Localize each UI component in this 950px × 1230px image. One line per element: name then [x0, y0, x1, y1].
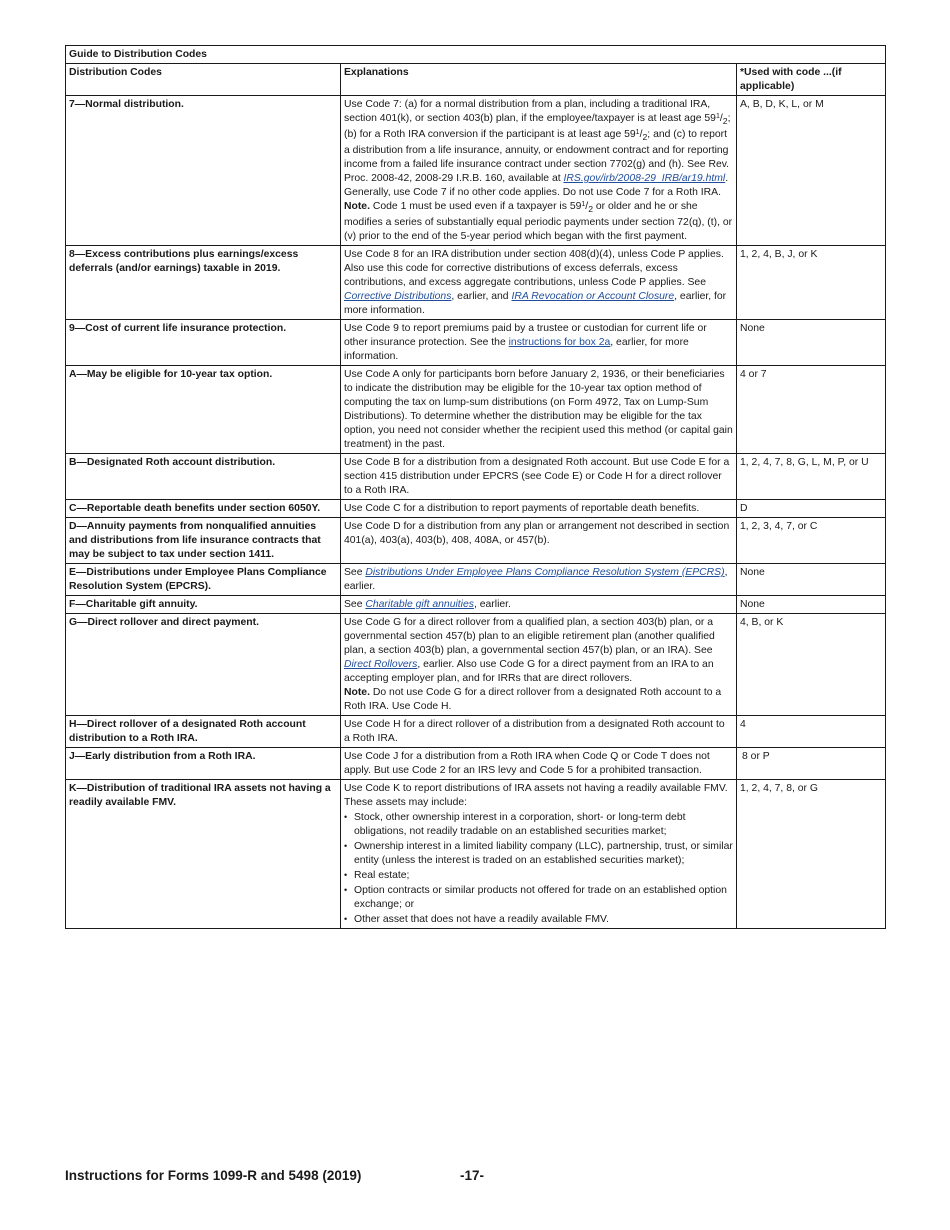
code-e-label: E—Distributions under Employee Plans Compliance Resolution System (EPCRS). — [66, 564, 341, 596]
code-c-explanation: Use Code C for a distribution to report payments of reportable death benefits. — [341, 500, 737, 518]
table-row-code-g — [66, 614, 886, 716]
code-7-used-with: A, B, D, K, L, or M — [737, 96, 886, 246]
bullet-item: • Stock, other ownership interest in a corporation, short- or long-term debt obligations, not readily tradable on an established securities market; — [344, 810, 733, 839]
code-k-used-with: 1, 2, 4, 7, 8, or G — [737, 780, 886, 929]
code-f-explanation: See Charitable gift annuities, earlier. — [341, 596, 737, 614]
code-j-explanation: Use Code J for a distribution from a Roth IRA when Code Q or Code T does not apply. But use Code 2 for an IRS levy and Code 5 for a prohibited transaction. — [341, 748, 737, 780]
bullet-item: • Ownership interest in a limited liability company (LLC), partnership, trust, or similar entity (unless the interest is traded on an established securities market); — [344, 839, 733, 868]
link-direct-rollovers[interactable]: Direct Rollovers — [344, 659, 418, 671]
table-row-code-a — [66, 366, 886, 454]
note-label: Note. — [344, 201, 370, 213]
table-row-code-f — [66, 596, 886, 614]
code-e-explanation: See Distributions Under Employee Plans Compliance Resolution System (EPCRS), earlier. — [341, 564, 737, 596]
link-instructions-box-2a[interactable]: instructions for box 2a — [508, 337, 611, 349]
footer-title: Instructions for Forms 1099-R and 5498 (2019) — [65, 1168, 362, 1183]
code-8-used-with: 1, 2, 4, B, J, or K — [737, 246, 886, 320]
code-a-used-with: 4 or 7 — [737, 366, 886, 454]
table-title: Guide to Distribution Codes — [66, 46, 886, 64]
header-explanations: Explanations — [341, 64, 737, 96]
code-j-label: J—Early distribution from a Roth IRA. — [66, 748, 341, 780]
code-d-explanation: Use Code D for a distribution from any plan or arrangement not described in section 401(a), 403(a), 403(b), 408, 408A, or 457(b). — [341, 518, 737, 564]
code-k-label: K—Distribution of traditional IRA assets not having a readily available FMV. — [66, 780, 341, 929]
code-a-label: A—May be eligible for 10-year tax option. — [66, 366, 341, 454]
note-label: Note. — [344, 687, 370, 699]
bullet-item: • Other asset that does not have a readily available FMV. — [344, 912, 733, 927]
code-7-explanation: Use Code 7: (a) for a normal distribution from a plan, including a traditional IRA, section 401(k), or section 403(b) plan, if the employee/taxpayer is at least age $59^1/_2$; (b) for a Roth IRA conversion if the participant is at least age $59^1/_2$; and (c) to report a distribution from a life insurance, annuity, or endowment contract and for reporting income from a failed life insurance contract under section 7702(g) and (h). See Rev. Proc. 2008-42, 2008-29 I.R.B. 160, available at IRS.gov/irb/2008-29_IRB/ar19.html. Generally, use Code 7 if no other code applies. Do not use Code 7 for a Roth IRA. Note. Code 1 must be used even if a taxpayer is $59^1/_2$ or older and he or she modifies a series of substantially equal periodic payments under section 72(q), (t), or (v) prior to the end of the 5-year period which began with the first payment. — [341, 96, 737, 246]
code-d-used-with: 1, 2, 3, 4, 7, or C — [737, 518, 886, 564]
table-row-code-j — [66, 748, 886, 780]
code-8-label: 8—Excess contributions plus earnings/excess deferrals (and/or earnings) taxable in 2019. — [66, 246, 341, 320]
code-a-explanation: Use Code A only for participants born before January 2, 1936, or their beneficiaries to indicate the distribution may be eligible for the 10-year tax option method of computing the tax on lump-sum distributions (on Form 4972, Tax on Lump-Sum Distributions). To determine whether the distribution may be eligible for the tax option, you need not consider whether the recipient used this method (or capital gain treatment) in the past. — [341, 366, 737, 454]
header-distribution-codes: Distribution Codes — [66, 64, 341, 96]
code-f-label: F—Charitable gift annuity. — [66, 596, 341, 614]
table-row-code-7 — [66, 96, 886, 246]
bullet-item: • Option contracts or similar products not offered for trade on an established option exchange; or — [344, 883, 733, 912]
table-row-code-c — [66, 500, 886, 518]
code-c-label: C—Reportable death benefits under section 6050Y. — [66, 500, 341, 518]
table-row-code-d — [66, 518, 886, 564]
code-g-explanation: Use Code G for a direct rollover from a qualified plan, a section 403(b) plan, or a governmental section 457(b) plan to an eligible retirement plan (another qualified plan, a section 403(b) plan, a governmental section 457(b) plan, or an IRA). See Direct Rollovers, earlier. Also use Code G for a direct payment from an IRA to an accepting employer plan, and for IRRs that are direct rollovers. Note. Do not use Code G for a direct rollover from a designated Roth account to a Roth IRA. Use Code H. — [341, 614, 737, 716]
code-g-used-with: 4, B, or K — [737, 614, 886, 716]
code-e-used-with: None — [737, 564, 886, 596]
link-epcrs[interactable]: Distributions Under Employee Plans Compliance Resolution System (EPCRS) — [365, 567, 725, 579]
table-row-code-8 — [66, 246, 886, 320]
table-header-row — [66, 64, 886, 96]
code-9-explanation: Use Code 9 to report premiums paid by a trustee or custodian for current life or other insurance protection. See the instructions for box 2a, earlier, for more information. — [341, 320, 737, 366]
header-used-with-code: *Used with code ...(if applicable) — [737, 64, 886, 96]
table-row-code-b — [66, 454, 886, 500]
link-irs-irb[interactable]: IRS.gov/irb/2008-29_IRB/ar19.html — [563, 173, 726, 185]
link-ira-revocation[interactable]: IRA Revocation or Account Closure — [511, 291, 675, 303]
link-corrective-distributions[interactable]: Corrective Distributions — [344, 291, 452, 303]
code-d-label: D—Annuity payments from nonqualified annuities and distributions from life insurance contracts that may be subject to tax under section 1411. — [66, 518, 341, 564]
code-h-used-with: 4 — [737, 716, 886, 748]
code-h-explanation: Use Code H for a direct rollover of a distribution from a designated Roth account to a Roth IRA. — [341, 716, 737, 748]
distribution-codes-table — [65, 45, 886, 929]
code-9-label: 9—Cost of current life insurance protection. — [66, 320, 341, 366]
table-row-code-k — [66, 780, 886, 929]
code-9-used-with: None — [737, 320, 886, 366]
code-b-explanation: Use Code B for a distribution from a designated Roth account. But use Code E for a section 415 distribution under EPCRS (see Code E) or Code H for a direct rollover to a Roth IRA. — [341, 454, 737, 500]
code-c-used-with: D — [737, 500, 886, 518]
code-8-explanation: Use Code 8 for an IRA distribution under section 408(d)(4), unless Code P applies. Also use this code for corrective distributions of excess deferrals, excess contributions, and excess aggregate contributions, unless Code P applies. See Corrective Distributions, earlier, and IRA Revocation or Account Closure, earlier, for more information. — [341, 246, 737, 320]
code-f-used-with: None — [737, 596, 886, 614]
code-b-used-with: 1, 2, 4, 7, 8, G, L, M, P, or U — [737, 454, 886, 500]
table-row-code-e — [66, 564, 886, 596]
link-charitable-gift-annuities[interactable]: Charitable gift annuities — [365, 599, 474, 611]
code-j-used-with: 8 or P — [737, 748, 886, 780]
code-b-label: B—Designated Roth account distribution. — [66, 454, 341, 500]
code-h-label: H—Direct rollover of a designated Roth account distribution to a Roth IRA. — [66, 716, 341, 748]
bullet-item: • Real estate; — [344, 868, 733, 883]
table-row-code-9 — [66, 320, 886, 366]
table-row-code-h — [66, 716, 886, 748]
code-g-label: G—Direct rollover and direct payment. — [66, 614, 341, 716]
code-k-explanation: Use Code K to report distributions of IRA assets not having a readily available FMV. These assets may include: • Stock, other ownership interest in a corporation, short- or long-term debt obligations, not readily tradable on an established securities market; • Ownership interest in a limited liability company (LLC), partnership, trust, or similar entity (unless the interest is traded on an established securities market); • Real estate; • Option contracts or similar products not offered for trade on an established option exchange; or • Other asset that does not have a readily available FMV. — [341, 780, 737, 929]
code-7-label: 7—Normal distribution. — [66, 96, 341, 246]
page-number: -17- — [460, 1168, 485, 1183]
